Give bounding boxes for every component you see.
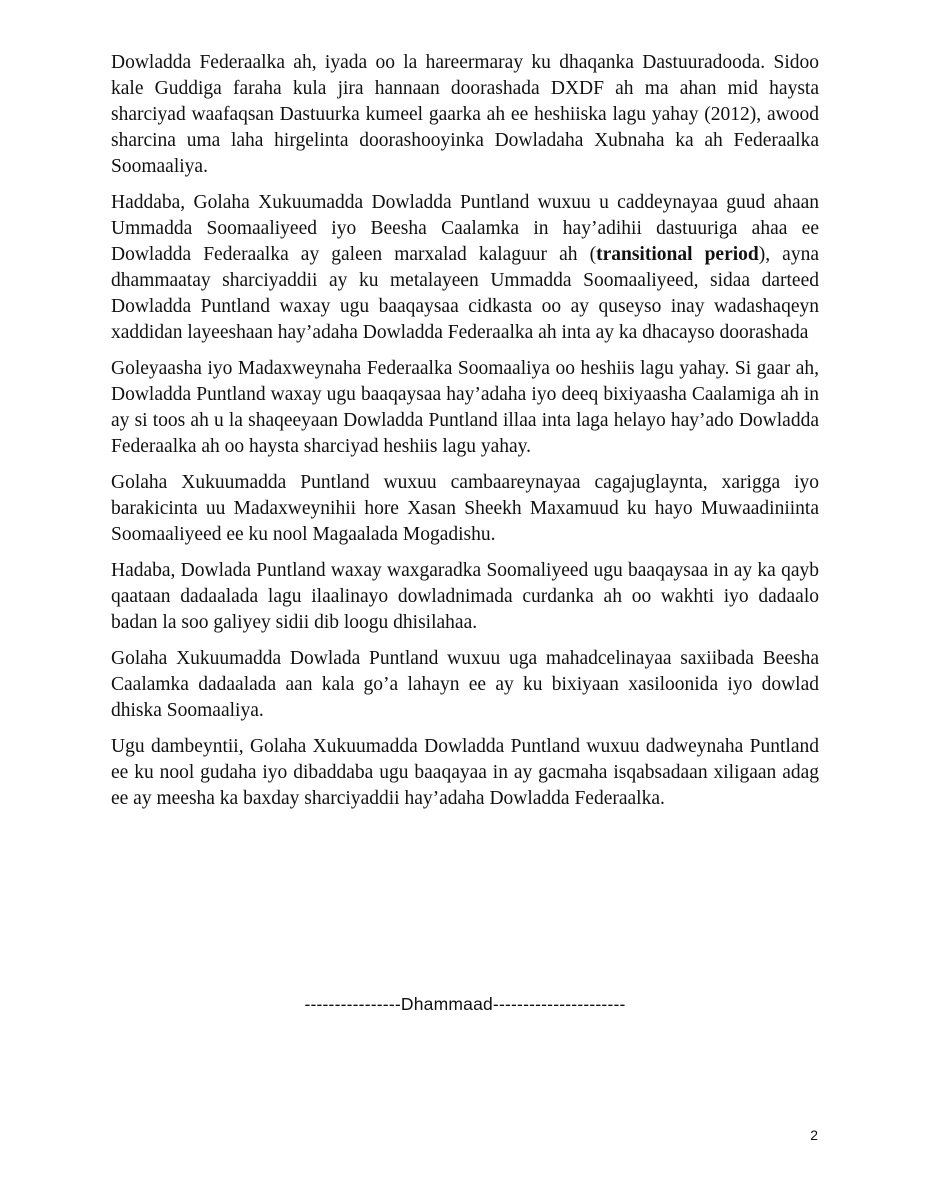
- paragraph-7: Ugu dambeyntii, Golaha Xukuumadda Dowladda Puntland wuxuu dadweynaha Puntland ee ku nool gudaha iyo dibaddaba ugu baaqayaa in ay gacmaha isqabsadaan xiligaan adag ee ay meesha ka baxday sharciyaddii hay’adaha Dowladda Federaalka.: [111, 736, 819, 809]
- page-number: 2: [810, 1127, 818, 1143]
- paragraph-2: [111, 190, 819, 346]
- paragraph-3: Goleyaasha iyo Madaxweynaha Federaalka Soomaaliya oo heshiis lagu yahay. Si gaar ah, Dowladda Puntland waxay ugu baaqaysaa hay’adaha iyo deeq bixiyaasha Caalamiga ah in ay si toos ah u la shaqeeyaan Dowladda Puntland illaa inta laga helayo hay’ado Dowladda Federaalka ah oo haysta sharciyad heshiis lagu yahay.: [111, 358, 819, 457]
- paragraph-5: Hadaba, Dowlada Puntland waxay waxgaradka Soomaliyeed ugu baaqaysaa in ay ka qayb qaataan dadaalada lagu ilaalinayo dowladnimada curdanka ah oo wakhti iyo dadaalo badan la soo galiyey sidii dib loogu dhisilahaa.: [111, 560, 819, 633]
- paragraph-1: Dowladda Federaalka ah, iyada oo la hareermaray ku dhaqanka Dastuuradooda. Sidoo kale Guddiga faraha kula jira hannaan doorashada DXDF ah ma ahan mid haysta sharciyad waafaqsan Dastuurka kumeel gaarka ah ee heshiiska lagu yahay (2012), awood sharcina uma laha hirgelinta doorashooyinka Dowladaha Xubnaha ka ah Federaalka Soomaaliya.: [111, 52, 819, 177]
- document-body: [111, 50, 819, 822]
- bold-term-transitional-period: transitional period: [596, 244, 759, 265]
- paragraph-6: Golaha Xukuumadda Dowlada Puntland wuxuu uga mahadcelinayaa saxiibada Beesha Caalamka dadaalada aan kala go’a lahayn ee ay ku bixiyaan xasiloonida iyo dowlad dhiska Soomaaliya.: [111, 648, 819, 721]
- document-end-marker: ----------------Dhammaad----------------------: [304, 994, 626, 1014]
- paragraph-2-text-end: ), ayna dhammaatay sharciyaddii ay ku metalayeen Ummadda Soomaaliyeed, sidaa darteed Dowladda Puntland waxay ugu baaqaysaa cidkasta oo ay quseyso inay wadashaqeyn xaddidan layeeshaan hay’adaha Dowladda Federaalka ah inta ay ka dhacayso doorashada: [111, 244, 819, 343]
- paragraph-4: Golaha Xukuumadda Puntland wuxuu cambaareynayaa cagajuglaynta, xarigga iyo barakicinta uu Madaxweynihii hore Xasan Sheekh Maxamuud ku hayo Muwaadiniinta Soomaaliyeed ee ku nool Magaalada Mogadishu.: [111, 472, 819, 545]
- paragraph-2-text-start: Haddaba, Golaha Xukuumadda Dowladda Puntland wuxuu u caddeynayaa guud ahaan Ummadda Soomaaliyeed iyo Beesha Caalamka in hay’adihii dastuuriga ahaa ee Dowladda Federaalka ay galeen marxalad kalaguur ah (: [111, 192, 819, 265]
